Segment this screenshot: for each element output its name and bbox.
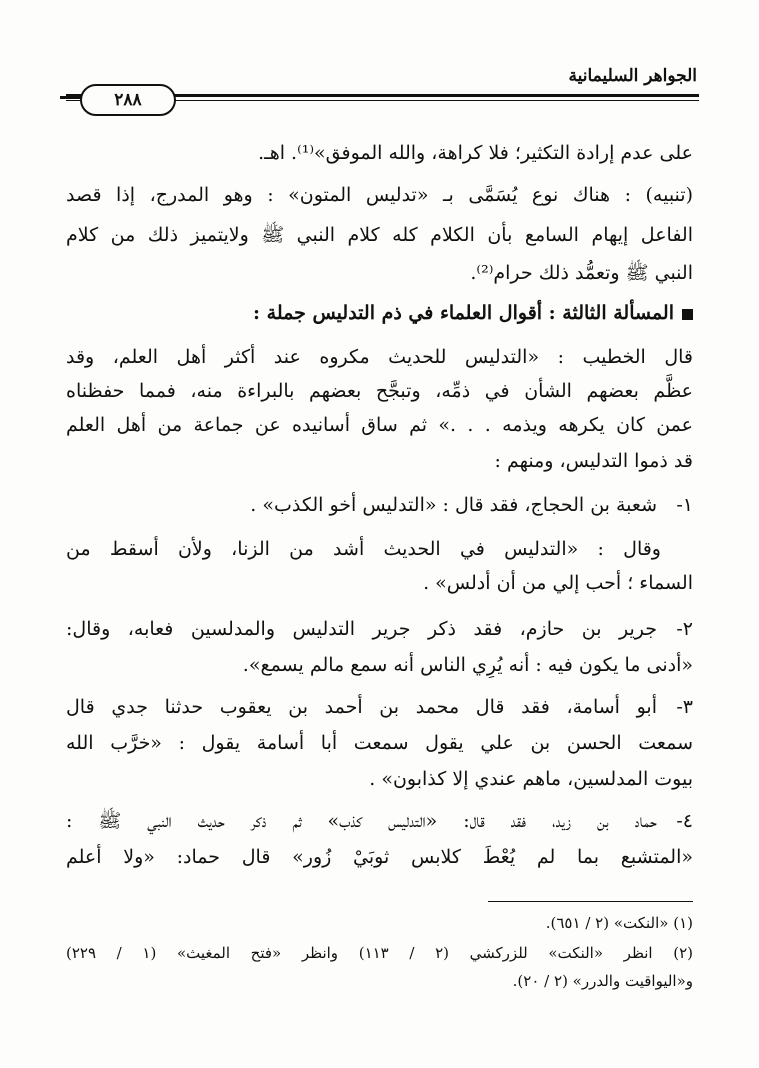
item-line: بيوت المدلسين، ماهم عندي إلا كذابون» . — [369, 768, 693, 790]
footnote: (١) «النكت» (٢ / ٦٥١). — [545, 914, 693, 932]
footnote: (٢) انظر «النكت» للزركشي (٢ / ١١٣) وانظر «فتح المغيث» (١ / ٢٢٩) — [66, 944, 694, 962]
khatib-line: قد ذموا التدليس، ومنهم : — [494, 450, 693, 472]
khatib-line: عمن كان يكرهه ويذمه . . .» ثم ساق أسانيده عن جماعة من أهل العلم — [66, 414, 693, 436]
item-line: شعبة بن الحجاج، فقد قال : «التدليس أخو الكذب» . — [250, 494, 657, 516]
tanbih-line: الفاعل إيهام السامع بأن الكلام كله كلام النبي ﷺ ولايتميز ذلك من كلام — [66, 224, 693, 246]
item-line: سمعت الحسن بن علي يقول سمعت أبا أسامة يقول : «خرَّب الله — [66, 732, 693, 754]
tanbih-line: النبي ﷺ وتعمُّد ذلك حرام⁽²⁾. — [470, 262, 693, 284]
khatib-line: عظَّم بعضهم الشأن في ذمِّه، وتبجَّح بعضهم بالبراءة منه، فمما حفظناه — [66, 380, 693, 402]
section-heading — [66, 298, 693, 328]
page-number: ٢٨٨ — [80, 84, 176, 116]
item-line: السماء ؛ أحب إلي من أن أدلس» . — [423, 572, 693, 594]
book-title: الجواهر السليمانية — [568, 66, 697, 86]
item-line: حماد بن زيد، فقد قال: «التدليس كذب» ثم ذكر حديث النبي ﷺ : — [66, 810, 657, 832]
item-number: ٤- — [676, 810, 693, 832]
item-number: ٢- — [676, 618, 693, 640]
footnote-rule — [488, 901, 693, 902]
item-number: ٣- — [676, 696, 693, 718]
item-number: ١- — [676, 494, 693, 516]
square-bullet-icon — [682, 309, 693, 320]
item-line: «المتشبع بما لم يُعْطَ كلابس ثوبَيْ زُور» قال حماد: «ولا أعلم — [66, 846, 693, 868]
footnote: و«اليواقيت والدرر» (٢ / ٢٠). — [512, 972, 693, 990]
section-heading-text: المسألة الثالثة : أقوال العلماء في ذم التدليس جملة : — [253, 302, 674, 324]
item-line: أبو أسامة، فقد قال محمد بن أحمد بن يعقوب حدثنا جدي قال — [66, 696, 657, 718]
item-line: وقال : «التدليس في الحديث أشد من الزنا، ولأن أسقط من — [66, 538, 661, 560]
intro-line: على عدم إرادة التكثير؛ فلا كراهة، والله الموفق»⁽¹⁾. اهـ. — [258, 142, 693, 164]
tanbih-line: (تنبيه) : هناك نوع يُسَمَّى بـ «تدليس المتون» : وهو المدرج، إذا قصد — [66, 184, 693, 206]
item-line: «أدنى ما يكون فيه : أنه يُرِي الناس أنه سمع مالم يسمع». — [242, 654, 693, 676]
khatib-line: قال الخطيب : «التدليس للحديث مكروه عند أكثر أهل العلم، وقد — [66, 346, 693, 368]
header-rule-tick — [60, 96, 82, 99]
item-line: جرير بن حازم، فقد ذكر جرير التدليس والمدلسين فعابه، وقال: — [66, 618, 657, 640]
